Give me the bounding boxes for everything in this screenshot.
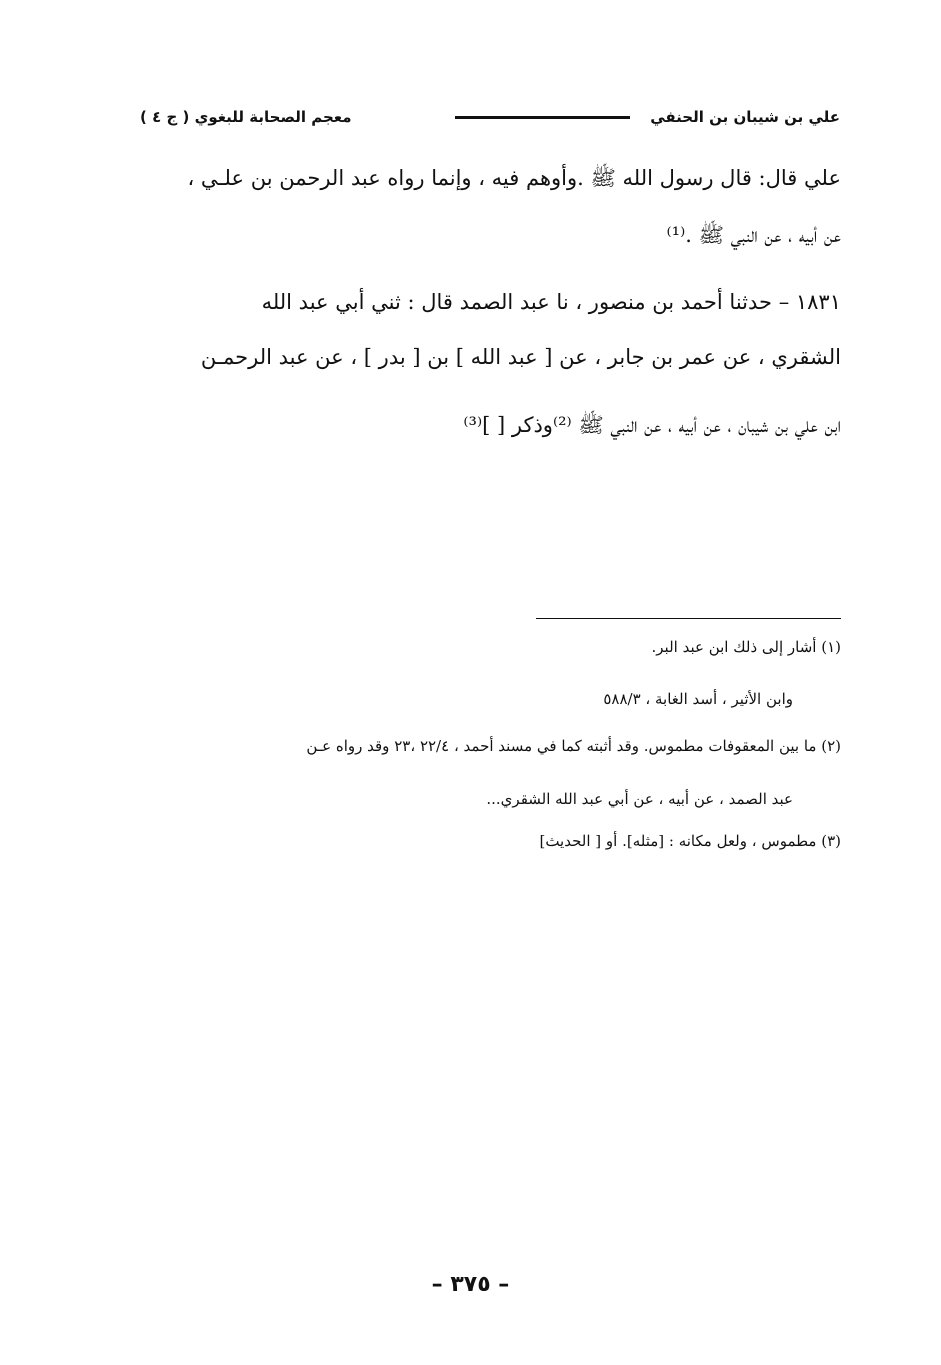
footnote-1-continued: وابن الأثير ، أسد الغابة ، ٥٨٨/٣ xyxy=(603,690,793,708)
header-rule xyxy=(455,116,630,119)
page-number: – ٣٧٥ – xyxy=(431,1272,510,1297)
body-line-2: عن أبيه ، عن النبي ﷺ .⁽¹⁾ xyxy=(666,223,841,247)
body-line-5: ابن علي بن شيبان ، عن أبيه ، عن النبي ﷺ ⁽²⁾وذكر [ ]⁽³⁾ xyxy=(463,413,841,437)
running-header xyxy=(140,104,840,134)
body-line-3: ١٨٣١ – حدثنا أحمد بن منصور ، نا عبد الصمد قال : ثني أبي عبد الله xyxy=(261,290,841,314)
header-section-title: علي بن شيبان بن الحنفي xyxy=(650,108,840,126)
body-line-1: علي قال: قال رسول الله ﷺ .وأوهم فيه ، وإنما رواه عبد الرحمن بن علـي ، xyxy=(187,166,841,190)
footnote-2: (٢) ما بين المعقوفات مطموس. وقد أثبته كما في مسند أحمد ، ٢٢/٤ ،٢٣ وقد رواه عـن xyxy=(306,737,841,755)
body-line-4: الشقري ، عن عمر بن جابر ، عن [ عبد الله ] بن [ بدر ] ، عن عبد الرحمـن xyxy=(200,345,841,369)
footnote-1: (١) أشار إلى ذلك ابن عبد البر. xyxy=(651,638,841,656)
header-book-title: معجم الصحابة للبغوي ( ج ٤ ) xyxy=(140,108,352,126)
footnote-2-continued: عبد الصمد ، عن أبيه ، عن أبي عبد الله الشقري... xyxy=(486,790,793,808)
footnote-separator xyxy=(536,618,841,619)
footnote-3: (٣) مطموس ، ولعل مكانه : [مثله]. أو [ الحديث] xyxy=(539,832,841,850)
